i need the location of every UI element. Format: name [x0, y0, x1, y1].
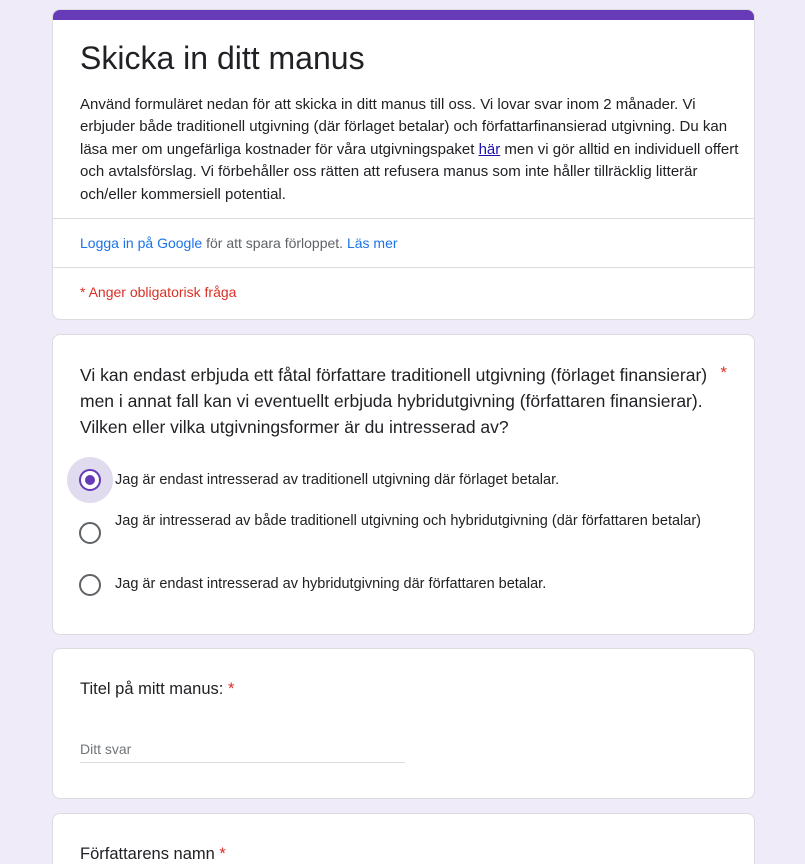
google-login-link[interactable]: Logga in på Google	[80, 235, 203, 251]
question-card-title	[52, 648, 755, 799]
header-divider	[53, 218, 754, 219]
required-note: * Anger obligatorisk fråga	[80, 284, 237, 300]
radio-button-hybrid[interactable]	[67, 562, 113, 608]
option-label: Jag är endast intresserad av traditionell utgivning där förlaget betalar.	[115, 472, 560, 488]
radio-button-traditional[interactable]	[67, 457, 113, 503]
radio-option-both[interactable]	[67, 508, 727, 558]
learn-more-link[interactable]: Läs mer	[346, 235, 398, 251]
header-divider-2	[53, 267, 754, 268]
question-text: Vi kan endast erbjuda ett fåtal författare traditionell utgivning (förlaget finansierar) men i annat fall kan vi eventuellt erbjuda hybridutgivning (författaren finansierar). Vilken eller vilka utgivningsformer är du intresserad av?	[80, 365, 708, 437]
required-asterisk: *	[219, 845, 226, 863]
radio-button-both[interactable]	[67, 510, 113, 556]
question-card-author-name	[52, 813, 755, 864]
login-text: för att spara förloppet.	[202, 235, 347, 251]
question-title	[80, 677, 234, 701]
question-card-publishing-type	[52, 334, 755, 635]
required-asterisk: *	[227, 680, 235, 698]
radio-unchecked-icon	[79, 574, 101, 596]
form-description	[80, 94, 740, 206]
radio-option-traditional[interactable]	[67, 457, 727, 503]
form-description-text-2: men vi gör alltid en individuell offert och avtalsförslag. Vi förbehåller oss rätten att refusera manus som inte håller tillräcklig litterär och/eller kommersiell potential.	[80, 140, 739, 203]
form-title: Skicka in ditt manus	[80, 40, 365, 76]
form-header-card	[52, 9, 755, 320]
pricing-link[interactable]: här	[478, 140, 501, 158]
radio-checked-icon	[79, 469, 101, 491]
radio-option-hybrid[interactable]	[67, 562, 727, 608]
question-title-text: Titel på mitt manus:	[80, 680, 224, 698]
form-description-text-1: Använd formuläret nedan för att skicka in ditt manus till oss. Vi lovar svar inom 2 månader. Vi erbjuder både traditionell utgivning (där förlaget betalar) och författarfinansierad utgivning. Du kan läsa mer om ungefärliga kostnader för våra utgivningspaket	[80, 96, 728, 158]
header-accent-bar	[53, 10, 754, 20]
manuscript-title-input[interactable]	[80, 736, 405, 763]
question-title	[80, 842, 226, 864]
question-title-text: Författarens namn	[80, 845, 215, 863]
login-row	[80, 233, 398, 253]
option-label: Jag är endast intresserad av hybridutgivning där författaren betalar.	[115, 576, 547, 592]
option-label: Jag är intresserad av både traditionell utgivning och hybridutgivning (där författaren betalar)	[115, 513, 701, 529]
required-asterisk: *	[720, 363, 727, 382]
radio-unchecked-icon	[79, 522, 101, 544]
